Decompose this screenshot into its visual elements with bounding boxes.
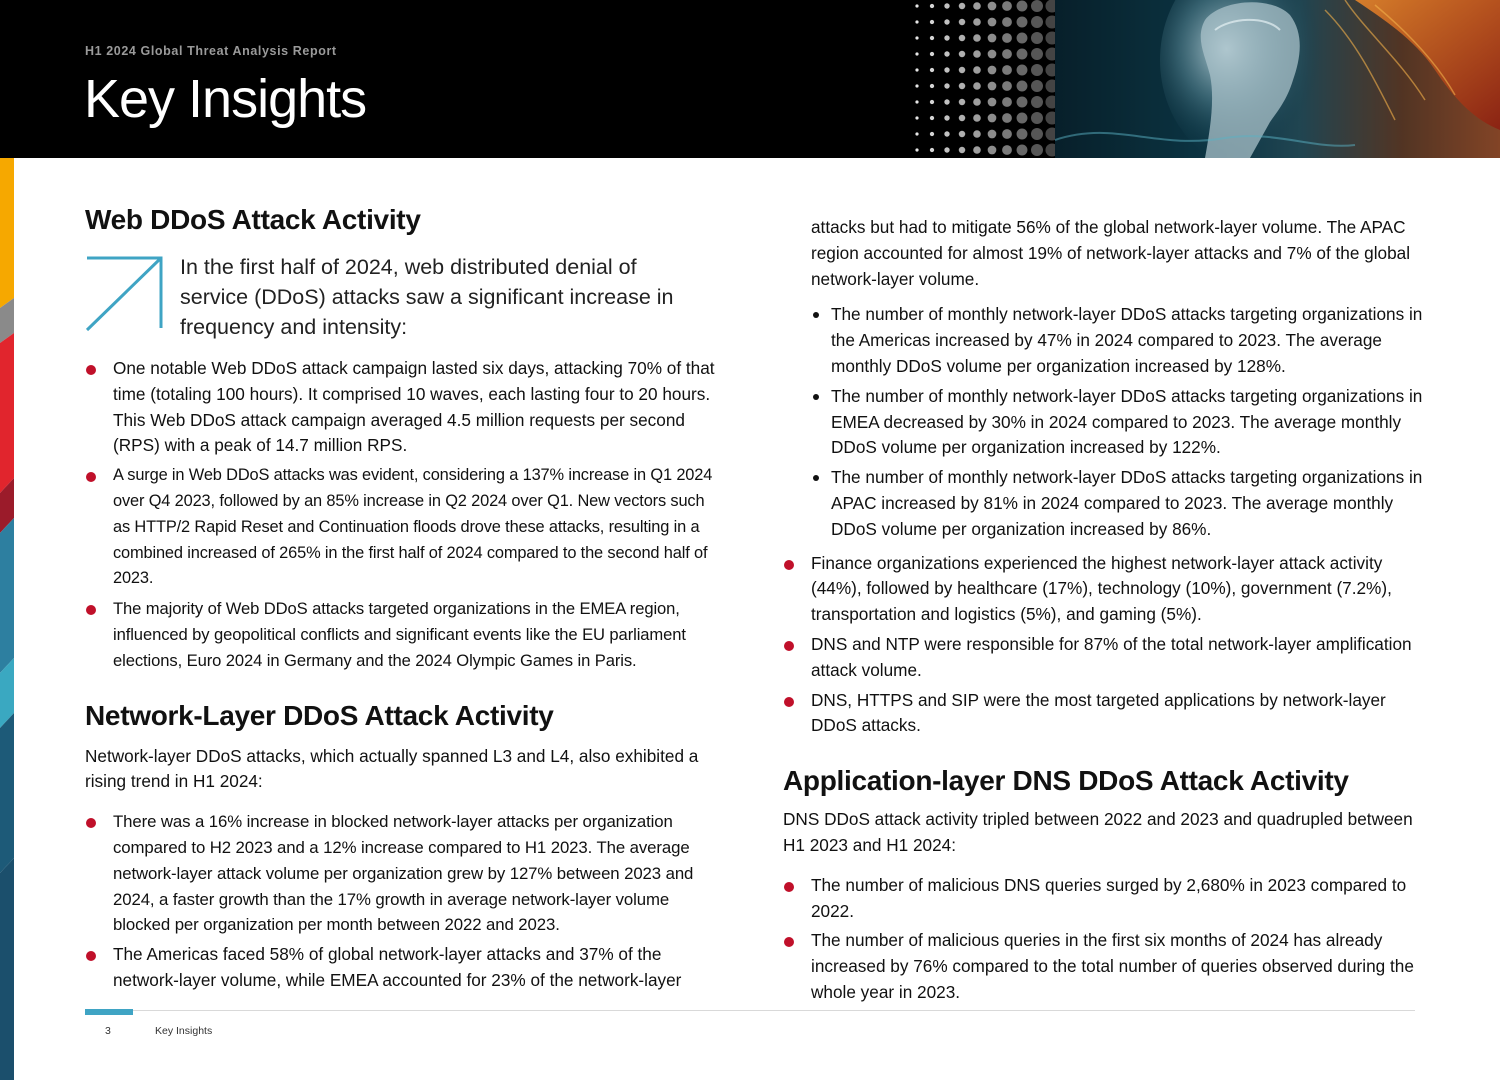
halftone-dot	[1002, 1, 1012, 11]
halftone-dot	[915, 132, 918, 135]
list-item	[783, 928, 1433, 1005]
halftone-dot	[930, 132, 934, 136]
dns-ddos-bullet-list	[783, 873, 1433, 1006]
halftone-dot	[959, 131, 966, 138]
network-ddos-heading: Network-Layer DDoS Attack Activity	[85, 699, 554, 731]
bullet-icon	[784, 882, 794, 892]
bullet-icon	[784, 560, 794, 570]
network-ddos-continuation: attacks but had to mitigate 56% of the global network-layer volume. The APAC region accounted for almost 19% of network-layer attacks and 7% of the global network-layer volume.	[811, 217, 1411, 289]
halftone-dot	[1017, 145, 1028, 156]
sub-list-item-text: The number of monthly network-layer DDoS attacks targeting organizations in APAC increased by 81% in 2024 compared to 2023. The average monthly DDoS volume per organization increased by 86%.	[831, 467, 1423, 539]
bullet-icon	[86, 818, 96, 828]
list-item-text: The number of malicious queries in the first six months of 2024 has already increased by 76% compared to the total number of queries observed during the whole year in 2023.	[811, 930, 1414, 1002]
halftone-dot	[1017, 81, 1028, 92]
halftone-dot	[988, 130, 997, 139]
halftone-dot	[1031, 48, 1043, 60]
halftone-dot	[1045, 31, 1055, 44]
list-item	[85, 809, 725, 938]
halftone-dot	[930, 52, 934, 56]
halftone-dot	[915, 36, 918, 39]
halftone-dot	[930, 36, 934, 40]
halftone-dot	[959, 19, 966, 26]
halftone-dot	[973, 66, 981, 74]
halftone-dot	[973, 2, 981, 10]
halftone-dot	[973, 130, 981, 138]
sub-list-item	[811, 384, 1433, 461]
sub-list-item-text: The number of monthly network-layer DDoS attacks targeting organizations in the Americas increased by 47% in 2024 compared to 2023. The average monthly DDoS volume per organization increased by 128%.	[831, 304, 1423, 376]
halftone-dot	[1017, 65, 1028, 76]
sub-list-item-text: The number of monthly network-layer DDoS attacks targeting organizations in EMEA decreased by 30% in 2024 compared to 2023. The average monthly DDoS volume per organization increased by 122%.	[831, 385, 1423, 458]
halftone-dot	[944, 147, 949, 152]
halftone-dot	[930, 68, 934, 72]
footer-divider	[133, 1010, 1415, 1011]
halftone-dot	[1017, 17, 1028, 28]
halftone-dot	[973, 82, 981, 90]
halftone-dot	[959, 67, 966, 74]
halftone-dot	[1017, 33, 1028, 44]
report-name: Global Threat Analysis Report	[136, 44, 337, 58]
halftone-dot	[1002, 81, 1012, 91]
list-item	[85, 356, 725, 459]
halftone-dot	[1031, 16, 1043, 28]
halftone-dot	[988, 114, 997, 123]
halftone-dot	[915, 100, 918, 103]
sub-list-item	[811, 465, 1433, 542]
halftone-dot	[1002, 129, 1012, 139]
halftone-dot	[1045, 63, 1055, 76]
web-ddos-heading: Web DDoS Attack Activity	[85, 204, 421, 235]
halftone-dot	[944, 83, 949, 88]
halftone-dot	[930, 4, 934, 8]
halftone-dot	[1031, 80, 1043, 92]
halftone-dot	[944, 131, 949, 136]
halftone-dot	[1017, 113, 1028, 124]
page-header	[0, 0, 1500, 158]
network-ddos-more-bullet-list	[783, 551, 1433, 740]
halftone-dot	[1002, 17, 1012, 27]
bullet-icon	[784, 641, 794, 651]
halftone-dot	[988, 50, 997, 59]
web-ddos-intro: In the first half of 2024, web distributed denial of service (DDoS) attacks saw a significant increase in frequency and intensity:	[180, 255, 674, 339]
halftone-dot	[1002, 33, 1012, 43]
web-ddos-intro-callout	[85, 252, 725, 340]
footer-section-label: Key Insights	[155, 1025, 213, 1037]
halftone-dot	[973, 114, 981, 122]
halftone-dot	[1045, 143, 1055, 156]
halftone-dot	[944, 115, 949, 120]
list-item-text: The Americas faced 58% of global network-layer attacks and 37% of the network-layer volume, while EMEA accounted for 23% of the network-layer	[113, 944, 682, 990]
bullet-icon	[86, 365, 96, 375]
halftone-dot	[944, 19, 949, 24]
halftone-dot	[1017, 97, 1028, 108]
halftone-dot	[1031, 96, 1043, 108]
halftone-dot	[973, 18, 981, 26]
halftone-dot	[973, 146, 981, 154]
list-item-text: DNS and NTP were responsible for 87% of the total network-layer amplification attack volume.	[811, 633, 1412, 680]
list-item	[783, 873, 1433, 925]
diagonal-arrow-icon	[85, 256, 165, 334]
halftone-dot	[930, 148, 934, 152]
halftone-dot	[915, 20, 918, 23]
halftone-dots-decoration	[905, 0, 1055, 158]
bullet-icon	[86, 472, 96, 482]
list-item	[85, 596, 725, 673]
halftone-dot	[1031, 144, 1043, 156]
halftone-dot	[1031, 128, 1043, 140]
halftone-dot	[944, 51, 949, 56]
halftone-dot	[973, 50, 981, 58]
halftone-dot	[959, 35, 966, 42]
web-ddos-bullet-list	[85, 356, 725, 674]
bullet-icon	[784, 697, 794, 707]
halftone-dot	[988, 34, 997, 43]
halftone-dot	[988, 146, 997, 155]
halftone-dot	[930, 100, 934, 104]
halftone-dot	[944, 67, 949, 72]
bullet-icon	[86, 951, 96, 961]
list-item-text: The majority of Web DDoS attacks targeted organizations in the EMEA region, influenced by geopolitical conflicts and significant events like the EU parliament elections, Euro 2024 in Germany and the 2024 Olympic Games in Paris.	[113, 599, 686, 670]
halftone-dot	[915, 84, 918, 87]
left-accent-stripe	[0, 158, 14, 1080]
halftone-dot	[959, 147, 966, 154]
halftone-dot	[973, 34, 981, 42]
halftone-dot	[1045, 95, 1055, 108]
list-item	[85, 942, 725, 994]
sub-list-item	[811, 302, 1433, 379]
halftone-dot	[1017, 49, 1028, 60]
halftone-dot	[930, 84, 934, 88]
halftone-dot	[944, 99, 949, 104]
halftone-dot	[988, 82, 997, 91]
list-item	[783, 632, 1433, 684]
halftone-dot	[915, 52, 918, 55]
list-item	[783, 551, 1433, 628]
header-cyber-face-image	[1055, 0, 1500, 158]
halftone-dot	[1045, 111, 1055, 124]
list-item	[85, 463, 725, 592]
network-ddos-bullet-list	[85, 809, 725, 994]
left-column	[85, 200, 725, 998]
sub-bullet-icon	[813, 394, 819, 400]
bullet-icon	[784, 937, 794, 947]
halftone-dot	[1017, 1, 1028, 12]
halftone-dot	[930, 116, 934, 120]
bullet-icon	[86, 605, 96, 615]
halftone-dot	[959, 99, 966, 106]
list-item-text: There was a 16% increase in blocked network-layer attacks per organization compared to H2 2023 and a 12% increase compared to H1 2023. The average network-layer attack volume per organization grew by 127% between 2023 and 2024, a faster growth than the 17% growth in average network-layer volume blocked per organization per month between 2022 and 2023.	[113, 812, 694, 935]
halftone-dot	[1031, 32, 1043, 44]
list-item-text: A surge in Web DDoS attacks was evident, considering a 137% increase in Q1 2024 over Q4 2023, followed by an 85% increase in Q2 2024 over Q1. New vectors such as HTTP/2 Rapid Reset and Continuation floods drove these attacks, resulting in a combined increased of 265% in the first half of 2024 compared to the second half of 2023.	[113, 466, 713, 588]
list-item-text: One notable Web DDoS attack campaign lasted six days, attacking 70% of that time (totaling 100 hours). It comprised 10 waves, each lasting four to 20 hours. This Web DDoS attack campaign averaged 4.5 million requests per second (RPS) with a peak of 14.7 million RPS.	[113, 358, 715, 456]
sub-bullet-icon	[813, 312, 819, 318]
halftone-dot	[1002, 145, 1012, 155]
list-item-text: The number of malicious DNS queries surged by 2,680% in 2023 compared to 2022.	[811, 874, 1407, 921]
halftone-dot	[1031, 112, 1043, 124]
list-item-text: Finance organizations experienced the highest network-layer attack activity (44%), followed by healthcare (17%), technology (10%), government (7.2%), transportation and logistics (5%), and gaming (5%).	[811, 552, 1392, 625]
sub-bullet-icon	[813, 475, 819, 481]
dns-ddos-heading: Application-layer DNS DDoS Attack Activity	[783, 765, 1349, 797]
right-column	[783, 215, 1433, 1010]
report-year: H1 2024	[85, 44, 137, 58]
regional-sub-bullet-list	[783, 302, 1433, 542]
halftone-dot	[959, 51, 966, 58]
page-number: 3	[105, 1025, 111, 1037]
halftone-dot	[1045, 0, 1055, 13]
halftone-dot	[1002, 49, 1012, 59]
list-item-text: DNS, HTTPS and SIP were the most targeted applications by network-layer DDoS attacks.	[811, 689, 1386, 736]
halftone-dot	[988, 98, 997, 107]
halftone-dot	[944, 35, 949, 40]
halftone-dot	[1045, 47, 1055, 60]
halftone-dot	[915, 148, 918, 151]
halftone-dot	[1017, 129, 1028, 140]
halftone-dot	[988, 18, 997, 27]
halftone-dot	[988, 66, 997, 75]
halftone-dot	[1045, 15, 1055, 28]
list-item	[783, 688, 1433, 740]
halftone-dot	[1002, 97, 1012, 107]
halftone-dot	[1031, 0, 1043, 12]
halftone-dot	[1045, 127, 1055, 140]
halftone-dot	[959, 83, 966, 90]
halftone-dot	[930, 20, 934, 24]
halftone-dot	[944, 3, 949, 8]
page-title: Key Insights	[84, 69, 367, 129]
halftone-dot	[915, 68, 918, 71]
halftone-dot	[1031, 64, 1043, 76]
halftone-dot	[1045, 79, 1055, 92]
report-label	[85, 44, 337, 58]
halftone-dot	[988, 2, 997, 11]
halftone-dot	[915, 116, 918, 119]
halftone-dot	[1002, 113, 1012, 123]
footer-accent-bar	[85, 1009, 133, 1015]
halftone-dot	[973, 98, 981, 106]
halftone-dot	[1002, 65, 1012, 75]
halftone-dot	[959, 3, 966, 10]
network-ddos-intro: Network-layer DDoS attacks, which actually spanned L3 and L4, also exhibited a rising trend in H1 2024:	[85, 745, 699, 792]
halftone-dot	[915, 4, 918, 7]
halftone-dot	[959, 115, 966, 122]
dns-ddos-intro: DNS DDoS attack activity tripled between 2022 and 2023 and quadrupled between H1 2023 and H1 2024:	[783, 809, 1413, 855]
